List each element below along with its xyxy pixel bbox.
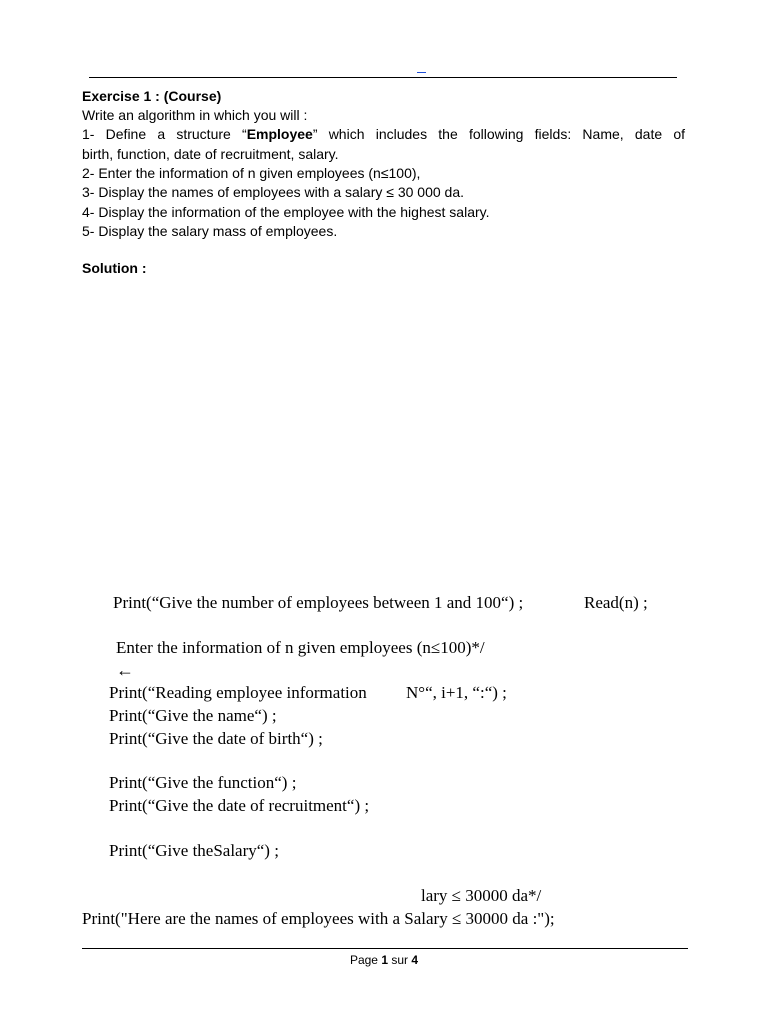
code-line-print-function: Print(“Give the function“) ; [109, 773, 297, 792]
code-line-print-recruitment: Print(“Give the date of recruitment“) ; [109, 796, 370, 815]
exercise-item-3: 3- Display the names of employees with a salary ≤ 30 000 da. [82, 184, 464, 200]
footer-rule [82, 948, 688, 949]
item-1-post: ” which includes the following fields: Name, date of [312, 126, 686, 142]
code-line-print-number: Print(“Give the number of employees between 1 and 100“) ; [113, 593, 524, 612]
assign-arrow-icon: ← [116, 660, 134, 680]
code-line-comment-salary: lary ≤ 30000 da*/ [421, 886, 542, 905]
exercise-title: Exercise 1 : (Course) [82, 88, 222, 104]
code-line-print-birth: Print(“Give the date of birth“) ; [109, 729, 323, 748]
code-line-print-salary: Print(“Give theSalary“) ; [109, 841, 279, 860]
exercise-item-5: 5- Display the salary mass of employees. [82, 223, 338, 239]
exercise-intro: Write an algorithm in which you will : [82, 107, 308, 123]
exercise-item-2: 2- Enter the information of n given employees (n≤100), [82, 165, 421, 181]
solution-label: Solution : [82, 260, 147, 276]
footer-page-total: 4 [411, 953, 419, 967]
footer-sur-word: sur [391, 953, 409, 967]
code-line-read-n: Read(n) ; [584, 593, 648, 612]
footer-page-number: 1 [381, 953, 388, 967]
item-1-bold: Employee [246, 126, 313, 142]
code-line-print-reading: Print(“Reading employee information [109, 683, 367, 702]
code-line-print-names-salary: Print("Here are the names of employees with a Salary ≤ 30000 da :"); [82, 909, 555, 928]
item-1-pre: 1- Define a structure “ [82, 126, 247, 142]
code-line-print-reading-args: N°“, i+1, “:“) ; [406, 683, 507, 702]
header-link-mark [417, 58, 426, 73]
code-line-comment-enter: Enter the information of n given employees (n≤100)*/ [116, 638, 485, 657]
header-rule [89, 77, 677, 78]
exercise-item-1-cont: birth, function, date of recruitment, salary. [82, 146, 339, 162]
exercise-item-4: 4- Display the information of the employee with the highest salary. [82, 204, 490, 220]
exercise-item-1 [82, 125, 685, 144]
page-footer [0, 952, 768, 968]
footer-page-word: Page [349, 953, 378, 967]
code-line-print-name: Print(“Give the name“) ; [109, 706, 277, 725]
